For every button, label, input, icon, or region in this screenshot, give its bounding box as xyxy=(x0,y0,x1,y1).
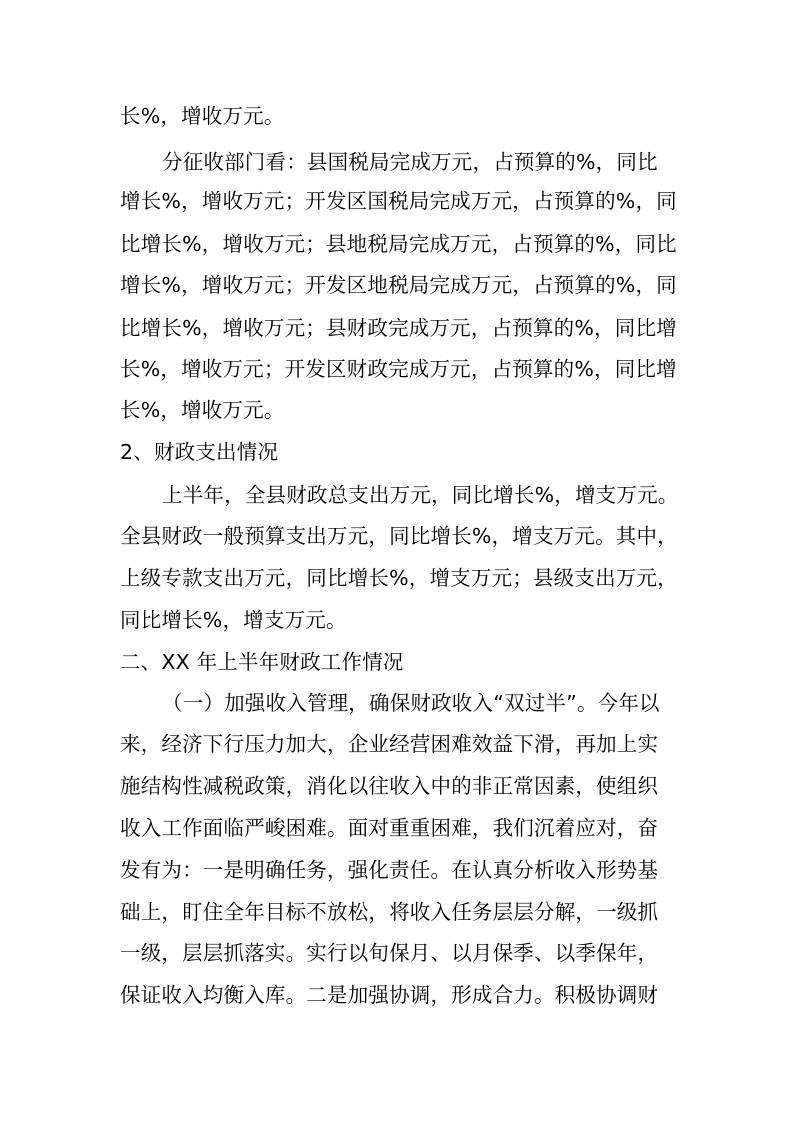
paragraph-tax-departments-line-5: 比增长%，增收万元；县财政完成万元，占预算的%，同比增 xyxy=(120,316,677,340)
section-heading-fiscal-work: 二、XX 年上半年财政工作情况 xyxy=(120,650,404,674)
paragraph-tax-departments-line-1: 分征收部门看：县国税局完成万元，占预算的%，同比 xyxy=(162,150,658,174)
paragraph-revenue-management-line-7: 一级，层层抓落实。实行以旬保月、以月保季、以季保年， xyxy=(120,941,659,965)
paragraph-tax-departments-line-6: 长%，增收万元；开发区财政完成万元，占预算的%，同比增 xyxy=(120,357,677,381)
paragraph-revenue-management-line-6: 础上，盯住全年目标不放松，将收入任务层层分解，一级抓 xyxy=(120,900,659,924)
paragraph-revenue-management-line-2: 来，经济下行压力加大，企业经营困难效益下滑，再加上实 xyxy=(120,732,659,756)
paragraph-expenditure-line-4: 同比增长%，增支万元。 xyxy=(120,608,347,632)
paragraph-tax-departments-line-3: 比增长%，增收万元；县地税局完成万元，占预算的%，同比 xyxy=(120,232,677,256)
paragraph-revenue-management-line-1: （一）加强收入管理，确保财政收入“双过半”。今年以 xyxy=(162,691,660,715)
paragraph-revenue-management-line-4: 收入工作面临严峻困难。面对重重困难，我们沉着应对，奋 xyxy=(120,816,659,840)
paragraph-tax-departments-line-4: 增长%，增收万元；开发区地税局完成万元，占预算的%，同 xyxy=(120,273,677,297)
text-line-1: 长%，增收万元。 xyxy=(120,104,285,128)
paragraph-expenditure-line-2: 全县财政一般预算支出万元，同比增长%，增支万元。其中， xyxy=(120,524,678,548)
paragraph-revenue-management-line-3: 施结构性减税政策，消化以往收入中的非正常因素，使组织 xyxy=(120,774,659,798)
paragraph-revenue-management-line-5: 发有为：一是明确任务，强化责任。在认真分析收入形势基 xyxy=(120,858,659,882)
paragraph-revenue-management-line-8: 保证收入均衡入库。二是加强协调，形成合力。积极协调财 xyxy=(120,983,659,1007)
paragraph-expenditure-line-3: 上级专款支出万元，同比增长%，增支万元；县级支出万元， xyxy=(120,566,678,590)
section-heading-expenditure: 2、财政支出情况 xyxy=(120,440,279,464)
paragraph-expenditure-line-1: 上半年，全县财政总支出万元，同比增长%，增支万元。 xyxy=(162,483,679,507)
paragraph-tax-departments-line-7: 长%，增收万元。 xyxy=(120,398,285,422)
paragraph-tax-departments-line-2: 增长%，增收万元；开发区国税局完成万元，占预算的%，同 xyxy=(120,189,677,213)
